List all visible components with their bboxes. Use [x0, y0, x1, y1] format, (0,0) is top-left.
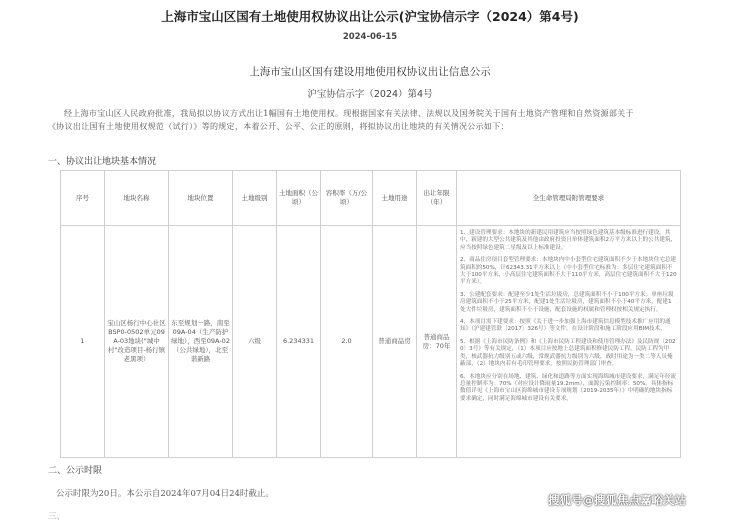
notice-subtitle: 上海市宝山区国有建设用地使用权协议出让信息公示	[249, 66, 491, 78]
land-info-table	[60, 170, 681, 458]
table-row	[61, 226, 681, 458]
header-grade: 土地级别	[233, 171, 277, 226]
cell-use: 普通商品房	[373, 226, 417, 458]
cell-far: 2.0	[321, 226, 373, 458]
cell-name: 宝山区杨行中心社区BSP0-0502单元09A-03地块("城中村"改造项目-杨行镇老黑项）	[105, 226, 169, 458]
cell-area: 6.234331	[277, 226, 321, 458]
requirement-item: 6、本地块应分别在场地、建筑、绿化和道路等方面实现海绵城市建设要求，满足年径流总量控制率为：70%（对应设计降雨量19.2mm），面源污染控制率：50%，具体指标数值详见《上海市宝山区海绵城市建设专项规划（2019-2035年）》中明确的地块指标要求确定，同时满足海绵城市建设有关要求。	[460, 373, 677, 402]
header-area: 土地面积（公顷）	[277, 171, 321, 226]
section-3-heading: 三、	[48, 512, 66, 522]
header-location: 地块位置	[169, 171, 233, 226]
publish-date: 2024-06-15	[342, 32, 398, 42]
section-2-heading: 二、公示时限	[48, 466, 103, 476]
page-title: 上海市宝山区国有土地使用权协议出让公示(沪宝协信示字（2024）第4号)	[161, 9, 579, 24]
header-term: 出让年限（年）	[417, 171, 457, 226]
intro-paragraph: 经上海市宝山区人民政府批准，我局拟以协议方式出让1幅国有土地使用权。现根据国家有关法律、法规以及国务院关于国有土地资产管理和自然资源部关于《协议出让国有土地使用权规范（试行）》等的规定，本着公开、公平、公正的原则，将拟协议出让地块的有关情况公示如下：	[48, 109, 634, 131]
requirement-item: 5、根据《上海市民防条例》和《上海市民防工程建设和使用管理办法》及民防规〔2020〕3号》等有关规定，（1）本项目应按地上总建筑面积修建民防工程，民防工程为甲类，核武器抗力级别五或六级，常规武器抗力级别为六级，战时用途为一类二等人员掩蔽部，（2）地块内若有毛印管理要求，按照民防管理部门审查。	[460, 338, 676, 368]
header-name: 地块名称	[105, 171, 169, 226]
header-req: 全生命管理局附管理要求	[457, 171, 681, 226]
requirement-item: 3、公建配套要求：配建至少1处生活垃圾房，总建筑面积不小于100平方米；单座垃圾房建筑面积不小于25平方米，配建1处生活垃圾房，建筑面积不小于40平方米，配建1处大件垃圾房，建筑面积不小于设施，配套设施的权属和管理权按相关规定执行。	[460, 291, 674, 313]
header-no: 序号	[61, 171, 105, 226]
doc-number: 沪宝协信示字（2024）第4号	[307, 89, 433, 100]
cell-no: 1	[61, 226, 105, 458]
header-far: 容积率（万/公顷）	[321, 171, 373, 226]
section-1-heading: 一、协议出让地块基本情况	[48, 157, 157, 167]
requirement-item: 2、商品住房项目套型管理要求：本地块内中小套型住宅建筑面积不少于本地块住宅总建筑面积的50%，计62343.31平方米以上（中小套型住宅标准为：多层住宅建筑面积不大于100平方米，小高层住宅建筑面积不大于110平方米，高层住宅建筑面积不大于120平方米）。	[460, 257, 677, 286]
requirement-item: 4、本项目需下建要求：按照《关于进一步加强上海市建筑信息模型技术推广应用的通知》（沪建建管联〔2017〕326号）等文件，在设计阶段和施工阶段应用BIM技术。	[460, 319, 671, 333]
header-use: 土地用途	[373, 171, 417, 226]
table-header-row	[61, 171, 681, 226]
cell-location: 东至规划一路，南至09A-04（生产防护绿地），西至09A-02（公共绿地），北至谐新路	[169, 226, 233, 458]
requirement-item: 1、建设管理要求：本地块的新建民用建筑应当按照绿色建筑基本级标准进行建设。其中，新建的大型公共建筑及其他由政府投资且单体建筑面积2万平方米以上的公共建筑，应当按照绿色建筑二星级及以上标准建设。	[460, 230, 677, 251]
cell-requirements	[457, 226, 681, 458]
cell-grade: 六级	[233, 226, 277, 458]
publicity-period: 公示时限为20日。本公示自2024年07月04日24时截止。	[56, 489, 274, 499]
cell-term: 普通商品房：70年	[417, 226, 457, 458]
watermark: 搜狐号@搜狐焦点嘉峪关站	[548, 493, 686, 507]
